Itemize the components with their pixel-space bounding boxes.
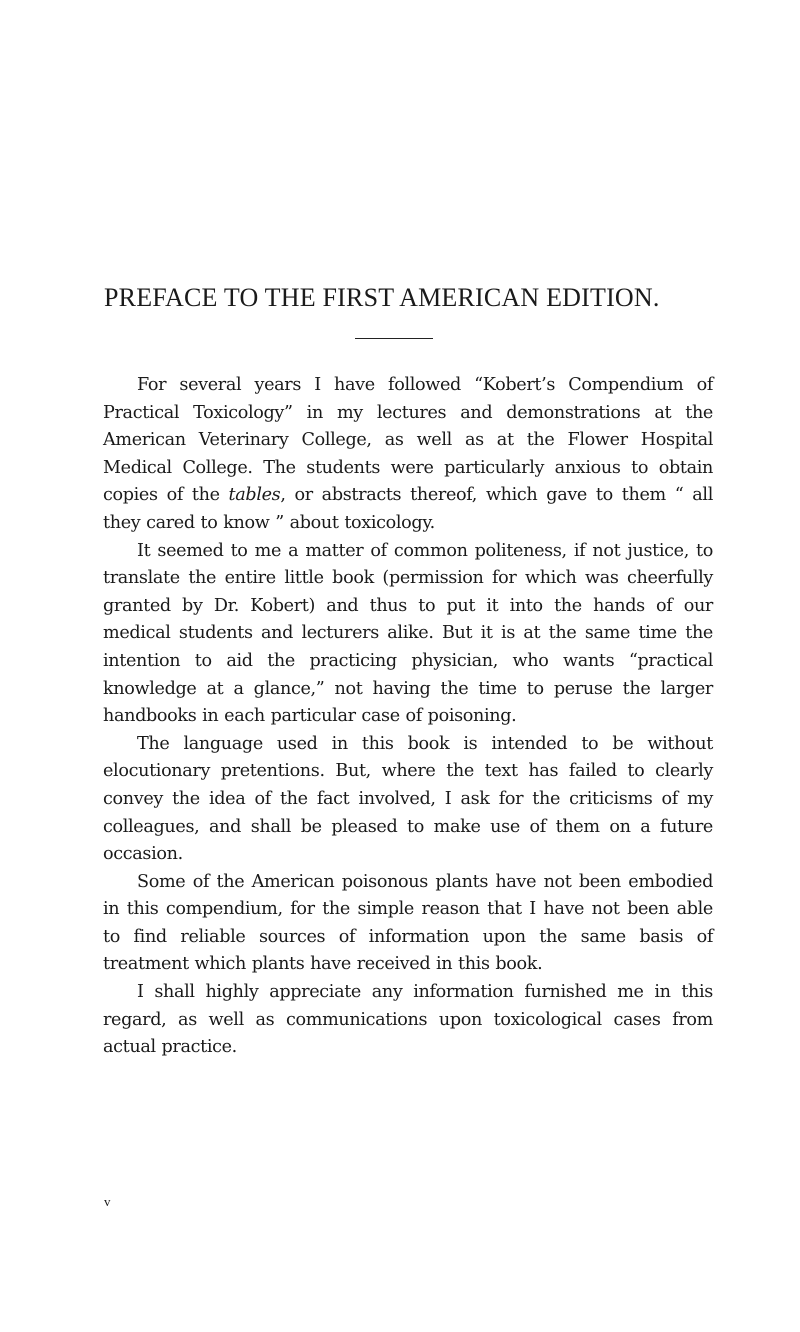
paragraph-1-text-b: , or abstracts thereof, which gave to them “ all they cared to know ” about toxicology.: [103, 485, 713, 533]
paragraph-2: It seemed to me a matter of common politeness, if not justice, to translate the entire little book (permission for which was cheerfully granted by Dr. Kobert) and thus to put it into the hands of our medical students and lecturers alike. But it is at the same time the intention to aid the practicing physician, who wants “practical knowledge at a glance,” not having the time to peruse the larger handbooks in each particular case of poisoning.: [103, 540, 713, 727]
heading-rule: [355, 338, 433, 339]
preface-heading: PREFACE TO THE FIRST AMERICAN EDITION.: [104, 283, 660, 312]
paragraph-5: I shall highly appreciate any information furnished me in this regard, as well as communications upon toxicological cases from actual practice.: [103, 982, 713, 1058]
paragraph-1-italic-tables: tables: [228, 485, 281, 506]
preface-body: [103, 372, 713, 1062]
paragraph-1: [103, 372, 713, 538]
page-number: v: [104, 1194, 111, 1209]
paragraph-3: The language used in this book is intended to be without elocutionary pretentions. But, where the text has failed to clearly convey the idea of the fact involved, I ask for the criticisms of my colleagues, and shall be pleased to make use of them on a future occasion.: [103, 733, 713, 865]
paragraph-1-text-a: For several years I have followed “Kobert’s Compendium of Practical Toxicology” in my lectures and demonstrations at the American Veterinary College, as well as at the Flower Hospital Medical College. The students were particularly anxious to obtain copies of the: [103, 375, 713, 506]
paragraph-4: Some of the American poisonous plants have not been embodied in this compendium, for the simple reason that I have not been able to find reliable sources of information upon the same basis of treatment which plants have received in this book.: [103, 871, 713, 975]
